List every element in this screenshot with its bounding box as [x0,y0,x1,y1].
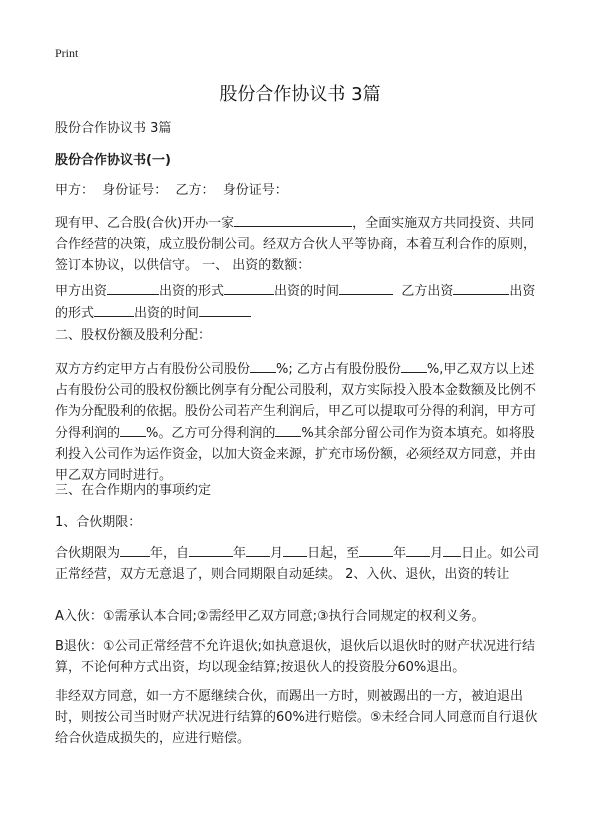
term-text: 月 [430,546,444,561]
contrib-blank [107,280,159,295]
term-text: 年 [393,546,407,561]
document-subtitle: 股份合作协议书 3篇 [55,121,172,136]
contrib-blank [94,302,134,317]
term-text: 日止。如公司正常经营，双方无意退了，则合同期限自动延续。 2、入伙、退伙，出资的转让 [55,546,540,582]
print-link[interactable]: Print [55,46,79,60]
section-three-heading: 三、在合作期内的事项约定 [55,483,212,498]
percent-blank [120,422,146,437]
date-blank [443,542,461,557]
contrib-label: 出资的形式 [159,284,225,299]
intro-paragraph [55,212,547,276]
contrib-blank [224,280,274,295]
document-title: 股份合作协议书 3篇 [219,84,381,105]
contrib-label: 甲方出资 [55,284,108,299]
clause-a: A入伙：①需承认本合同;②需经甲乙双方同意;③执行合同规定的权利义务。 [55,609,485,624]
section-two-heading: 二、股权份额及股利分配： [55,328,212,343]
date-blank [120,542,150,557]
date-blank [359,542,393,557]
date-blank [406,542,430,557]
date-blank [283,542,307,557]
sec2-text: %,甲乙双方以上述占有股份公司的股权份额比例享有分配公司股利，双方实际投入股本金数额及比例不作为分配股利的依据。股份公司若产生利润后，甲乙可以提取可分得的利润，甲方可分得利润的 [55,362,537,441]
section-three-item-one: 1、合伙期限： [55,515,142,530]
intro-text-b: ，全面实施双方共同投资、共同合作经营的决策，成立股份制公司。经双方合伙人平等协商，本着互利合作的原则，签订本协议，以供信守。 一、 出资的数额： [55,216,537,273]
clause-b: B退伙：①公司正常经营不允许退伙;如执意退伙，退伙后以退伙时的财产状况进行结算，不论何种方式出资，均以现金结算;按退伙人的投资股分60%退出。 [55,639,535,675]
term-text: 年，自 [150,546,190,561]
contrib-label: 乙方出资 [401,284,454,299]
contribution-paragraph [55,280,547,324]
sec2-text: %; 乙方占有股份股份 [276,362,401,377]
percent-blank [401,358,427,373]
business-name-blank [234,212,352,227]
clause-c: 非经双方同意，如一方不愿继续合伙，而踢出一方时，则被踢出的一方，被迫退出时，则按公司当时财产状况进行结算的60%进行赔偿。⑤未经合同人同意而自行退伙给合伙造成损失的，应进行赔偿。 [55,689,538,746]
date-blank [246,542,270,557]
contrib-label: 出资的形式 [55,284,536,321]
contrib-label: 出资的时间 [274,284,340,299]
term-paragraph [55,542,547,585]
sec2-text: %其余部分留公司作为资本填充。如将股利投入公司作为运作资金，以加大资金来源，扩充市场份额，必须经双方同意，并由甲乙双方同时进行。 [55,426,537,483]
percent-blank [250,358,276,373]
contrib-blank [339,280,393,295]
parties-line: 甲方： 身份证号： 乙方： 身份证号： [55,183,288,198]
section-two-paragraph [55,358,547,486]
percent-blank [275,422,301,437]
date-blank [189,542,233,557]
sec2-text: %。乙方可分得利润的 [146,426,276,441]
term-text: 月 [270,546,284,561]
term-text: 日起，至 [307,546,360,561]
sec2-text: 双方方约定甲方占有股份公司股份 [55,362,251,377]
term-text: 合伙期限为 [55,546,121,561]
contrib-blank [199,302,251,317]
contrib-label: 出资的时间 [134,306,200,321]
contrib-blank [453,280,509,295]
term-text: 年 [233,546,247,561]
section-heading: 股份合作协议书(一) [55,153,171,168]
intro-text-a: 现有甲、乙合股(合伙)开办一家 [55,216,235,231]
